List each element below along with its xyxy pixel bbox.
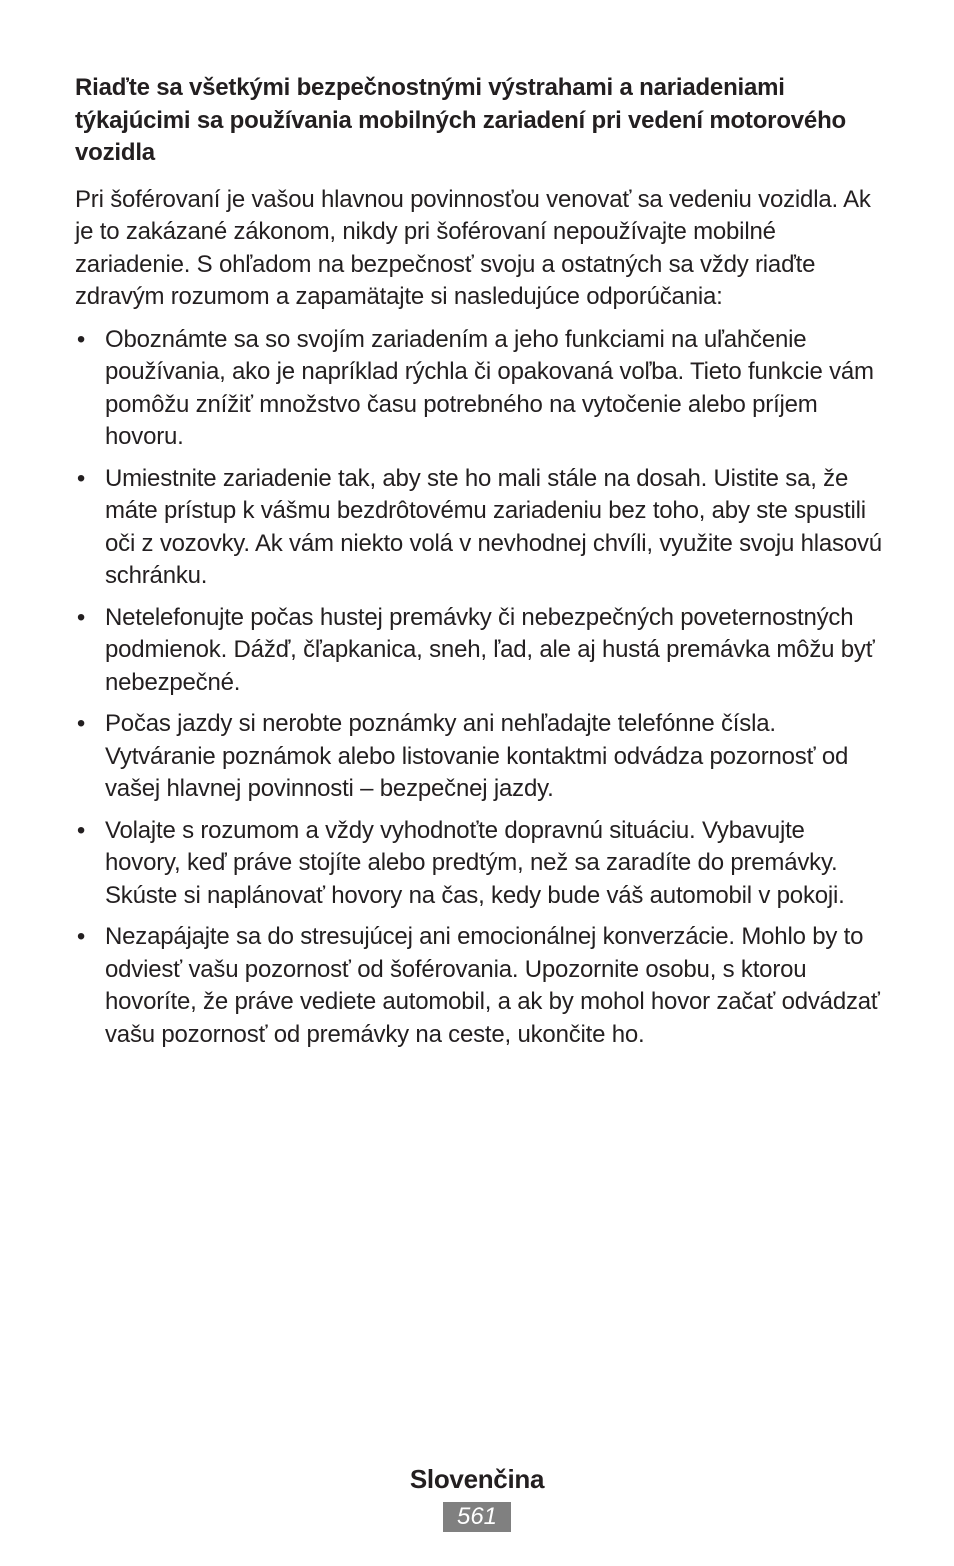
section-heading: Riaďte sa všetkými bezpečnostnými výstrahami a nariadeniami týkajúcimi sa používania mobilných zariadení pri vedení motorového vozidla	[75, 74, 846, 166]
list-item	[75, 463, 883, 593]
list-item-text: Umiestnite zariadenie tak, aby ste ho mali stále na dosah. Uistite sa, že máte prístup k vášmu bezdrôtovému zariadeniu bez toho, aby ste spustili oči z vozovky. Ak vám niekto volá v nevhodnej chvíli, využite svoju hlasovú schránku.	[105, 464, 882, 589]
list-item	[75, 921, 883, 1051]
list-item-text: Oboznámte sa so svojím zariadením a jeho funkciami na uľahčenie používania, ako je napríklad rýchla či opakovaná voľba. Tieto funkcie vám pomôžu znížiť množstvo času potrebného na vytočenie alebo príjem hovoru.	[105, 325, 874, 450]
list-item	[75, 815, 883, 913]
footer-language: Slovenčina	[409, 1464, 545, 1494]
list-item	[75, 602, 883, 700]
recommendations-list	[75, 324, 883, 1052]
list-item-text: Volajte s rozumom a vždy vyhodnoťte dopravnú situáciu. Vybavujte hovory, keď práve stojíte alebo predtým, než sa zaradíte do premávky. Skúste si naplánovať hovory na čas, kedy bude váš automobil v pokoji.	[105, 816, 845, 909]
bullet-icon: •	[76, 816, 86, 844]
list-item	[75, 324, 883, 454]
list-item	[75, 708, 883, 806]
list-item-text: Nezapájajte sa do stresujúcej ani emocionálnej konverzácie. Mohlo by to odviesť vašu pozornosť od šoférovania. Upozornite osobu, s ktorou hovoríte, že práve vediete automobil, a ak by mohol hovor začať odvádzať vašu pozornosť od premávky na ceste, ukončite ho.	[105, 923, 880, 1048]
list-item-text: Počas jazdy si nerobte poznámky ani nehľadajte telefónne čísla. Vytváranie poznámok alebo listovanie kontaktmi odvádza pozornosť od vašej hlavnej povinnosti – bezpečnej jazdy.	[105, 710, 849, 802]
bullet-icon: •	[76, 923, 86, 950]
page-number-badge: 561	[443, 1502, 511, 1532]
bullet-icon: •	[76, 603, 86, 631]
bullet-icon: •	[76, 464, 86, 492]
intro-paragraph: Pri šoférovaní je vašou hlavnou povinnosťou venovať sa vedeniu vozidla. Ak je to zakázané zákonom, nikdy pri šoférovaní nepoužívajte mobilné zariadenie. S ohľadom na bezpečnosť svoju a ostatných sa vždy riaďte zdravým rozumom a zapamätajte si nasledujúce odporúčania:	[75, 185, 871, 310]
page-content	[75, 72, 883, 1060]
page-footer	[0, 1462, 954, 1532]
list-item-text: Netelefonujte počas hustej premávky či nebezpečných poveternostných podmienok. Dážď, čľapkanica, sneh, ľad, ale aj hustá premávka môžu byť nebezpečné.	[105, 603, 875, 696]
bullet-icon: •	[76, 710, 86, 737]
bullet-icon: •	[76, 325, 86, 353]
